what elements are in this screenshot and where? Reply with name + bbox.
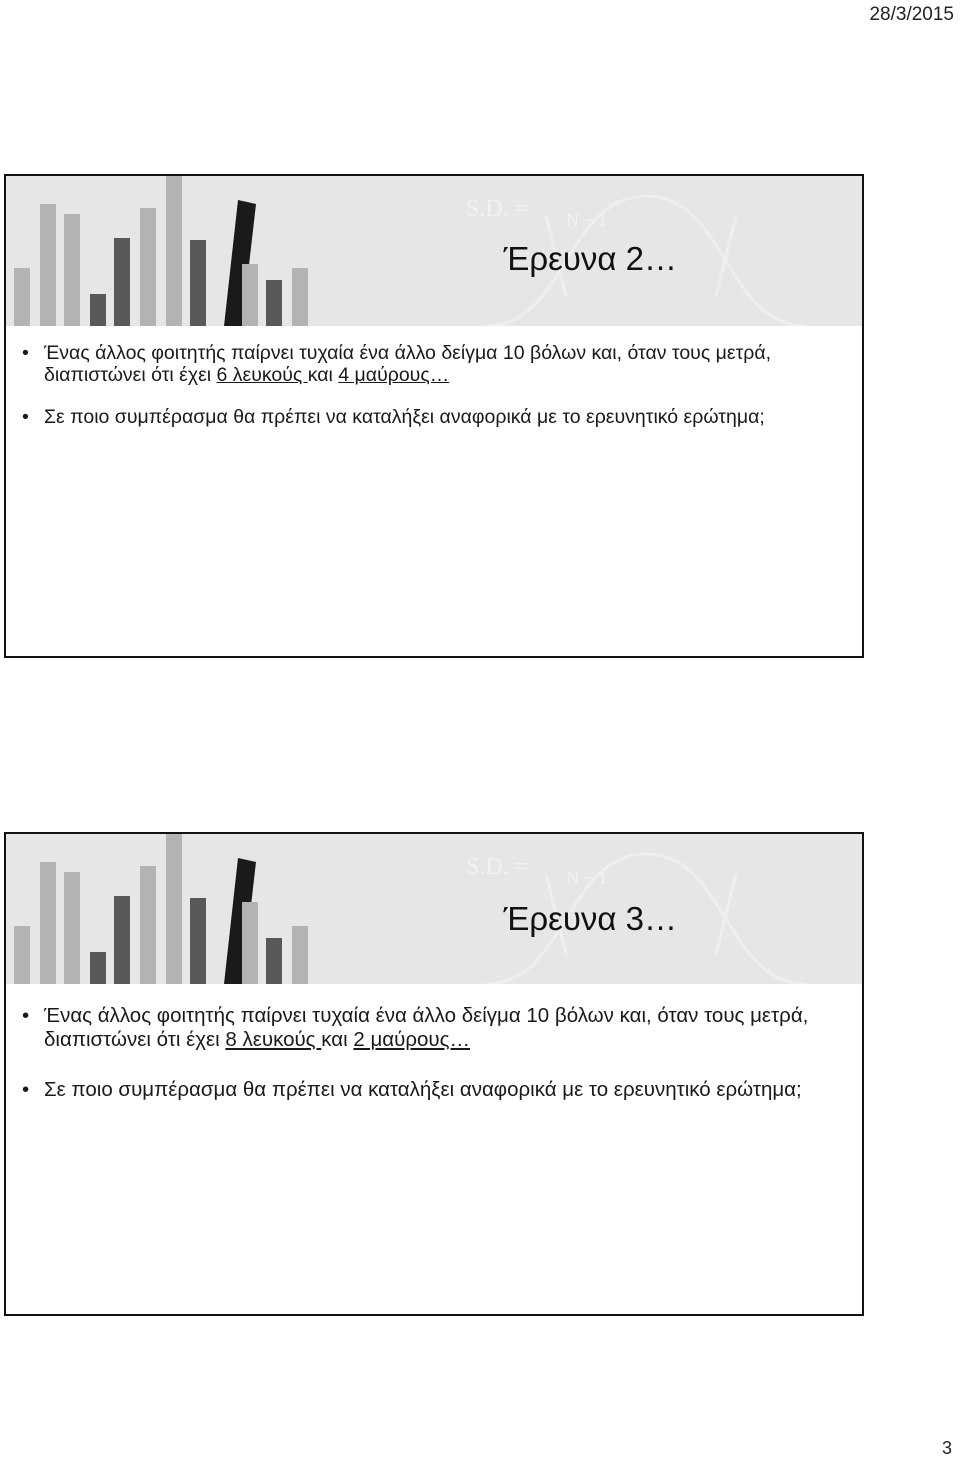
decor-bar bbox=[40, 862, 56, 984]
bullet-list bbox=[20, 1004, 848, 1128]
bullet-item: • Σε ποιο συμπέρασμα θα πρέπει να καταλήξει αναφορικά με το ερευνητικό ερώτημα; bbox=[20, 406, 848, 428]
decor-bar bbox=[166, 176, 182, 326]
watermark-sd: S.D. = bbox=[466, 854, 529, 880]
page-date: 28/3/2015 bbox=[869, 4, 954, 25]
page-number: 3 bbox=[941, 1438, 952, 1458]
decor-bar bbox=[166, 834, 182, 984]
decor-bar bbox=[90, 952, 106, 984]
underlined-count-white: 8 λευκούς bbox=[225, 1028, 322, 1051]
slide-title: Έρευνα 3… bbox=[503, 900, 677, 937]
decor-bar bbox=[266, 938, 282, 984]
watermark-formula: N − 1 bbox=[566, 210, 608, 230]
bullet-item: • Σε ποιο συμπέρασμα θα πρέπει να καταλήξει αναφορικά με το ερευνητικό ερώτημα; bbox=[20, 1078, 848, 1102]
decor-bar bbox=[292, 268, 308, 326]
underlined-count-white: 6 λευκούς bbox=[216, 364, 308, 386]
decor-bar bbox=[266, 280, 282, 326]
decor-bar bbox=[190, 898, 206, 984]
slide-title: Έρευνα 2… bbox=[503, 240, 677, 277]
decor-bar bbox=[14, 268, 30, 326]
decor-bar bbox=[114, 896, 130, 984]
watermark-sd: S.D. = bbox=[466, 196, 529, 222]
bar-chart-decoration bbox=[6, 834, 862, 984]
decor-bars bbox=[14, 176, 308, 326]
bullet-list bbox=[20, 342, 848, 448]
decor-bar bbox=[190, 240, 206, 326]
decor-bar bbox=[242, 264, 258, 326]
watermark-formula: N − 1 bbox=[566, 868, 608, 888]
decor-bar bbox=[242, 902, 258, 984]
decor-bar bbox=[90, 294, 106, 326]
underlined-count-black: 2 μαύρους… bbox=[353, 1028, 470, 1051]
decor-bar bbox=[40, 204, 56, 326]
slide-banner bbox=[6, 176, 862, 326]
underlined-count-black: 4 μαύρους… bbox=[338, 364, 450, 386]
decor-bars bbox=[14, 834, 308, 984]
bar-chart-decoration bbox=[6, 176, 862, 326]
bullet-item: • Ένας άλλος φοιτητής παίρνει τυχαία ένα άλλο δείγμα 10 βόλων και, όταν τους μετρά, διαπιστώνει ότι έχει 8 λευκούς και 2 μαύρους… bbox=[20, 1004, 848, 1052]
bullet-item: • Ένας άλλος φοιτητής παίρνει τυχαία ένα άλλο δείγμα 10 βόλων και, όταν τους μετρά, διαπιστώνει ότι έχει 6 λευκούς και 4 μαύρους… bbox=[20, 342, 848, 386]
decor-bar bbox=[114, 238, 130, 326]
decor-bar bbox=[64, 872, 80, 984]
decor-bar bbox=[14, 926, 30, 984]
decor-bar bbox=[292, 926, 308, 984]
slide-1 bbox=[4, 174, 864, 658]
decor-bar bbox=[140, 866, 156, 984]
slide-2 bbox=[4, 832, 864, 1316]
decor-bar bbox=[64, 214, 80, 326]
slide-banner bbox=[6, 834, 862, 984]
decor-bar bbox=[140, 208, 156, 326]
